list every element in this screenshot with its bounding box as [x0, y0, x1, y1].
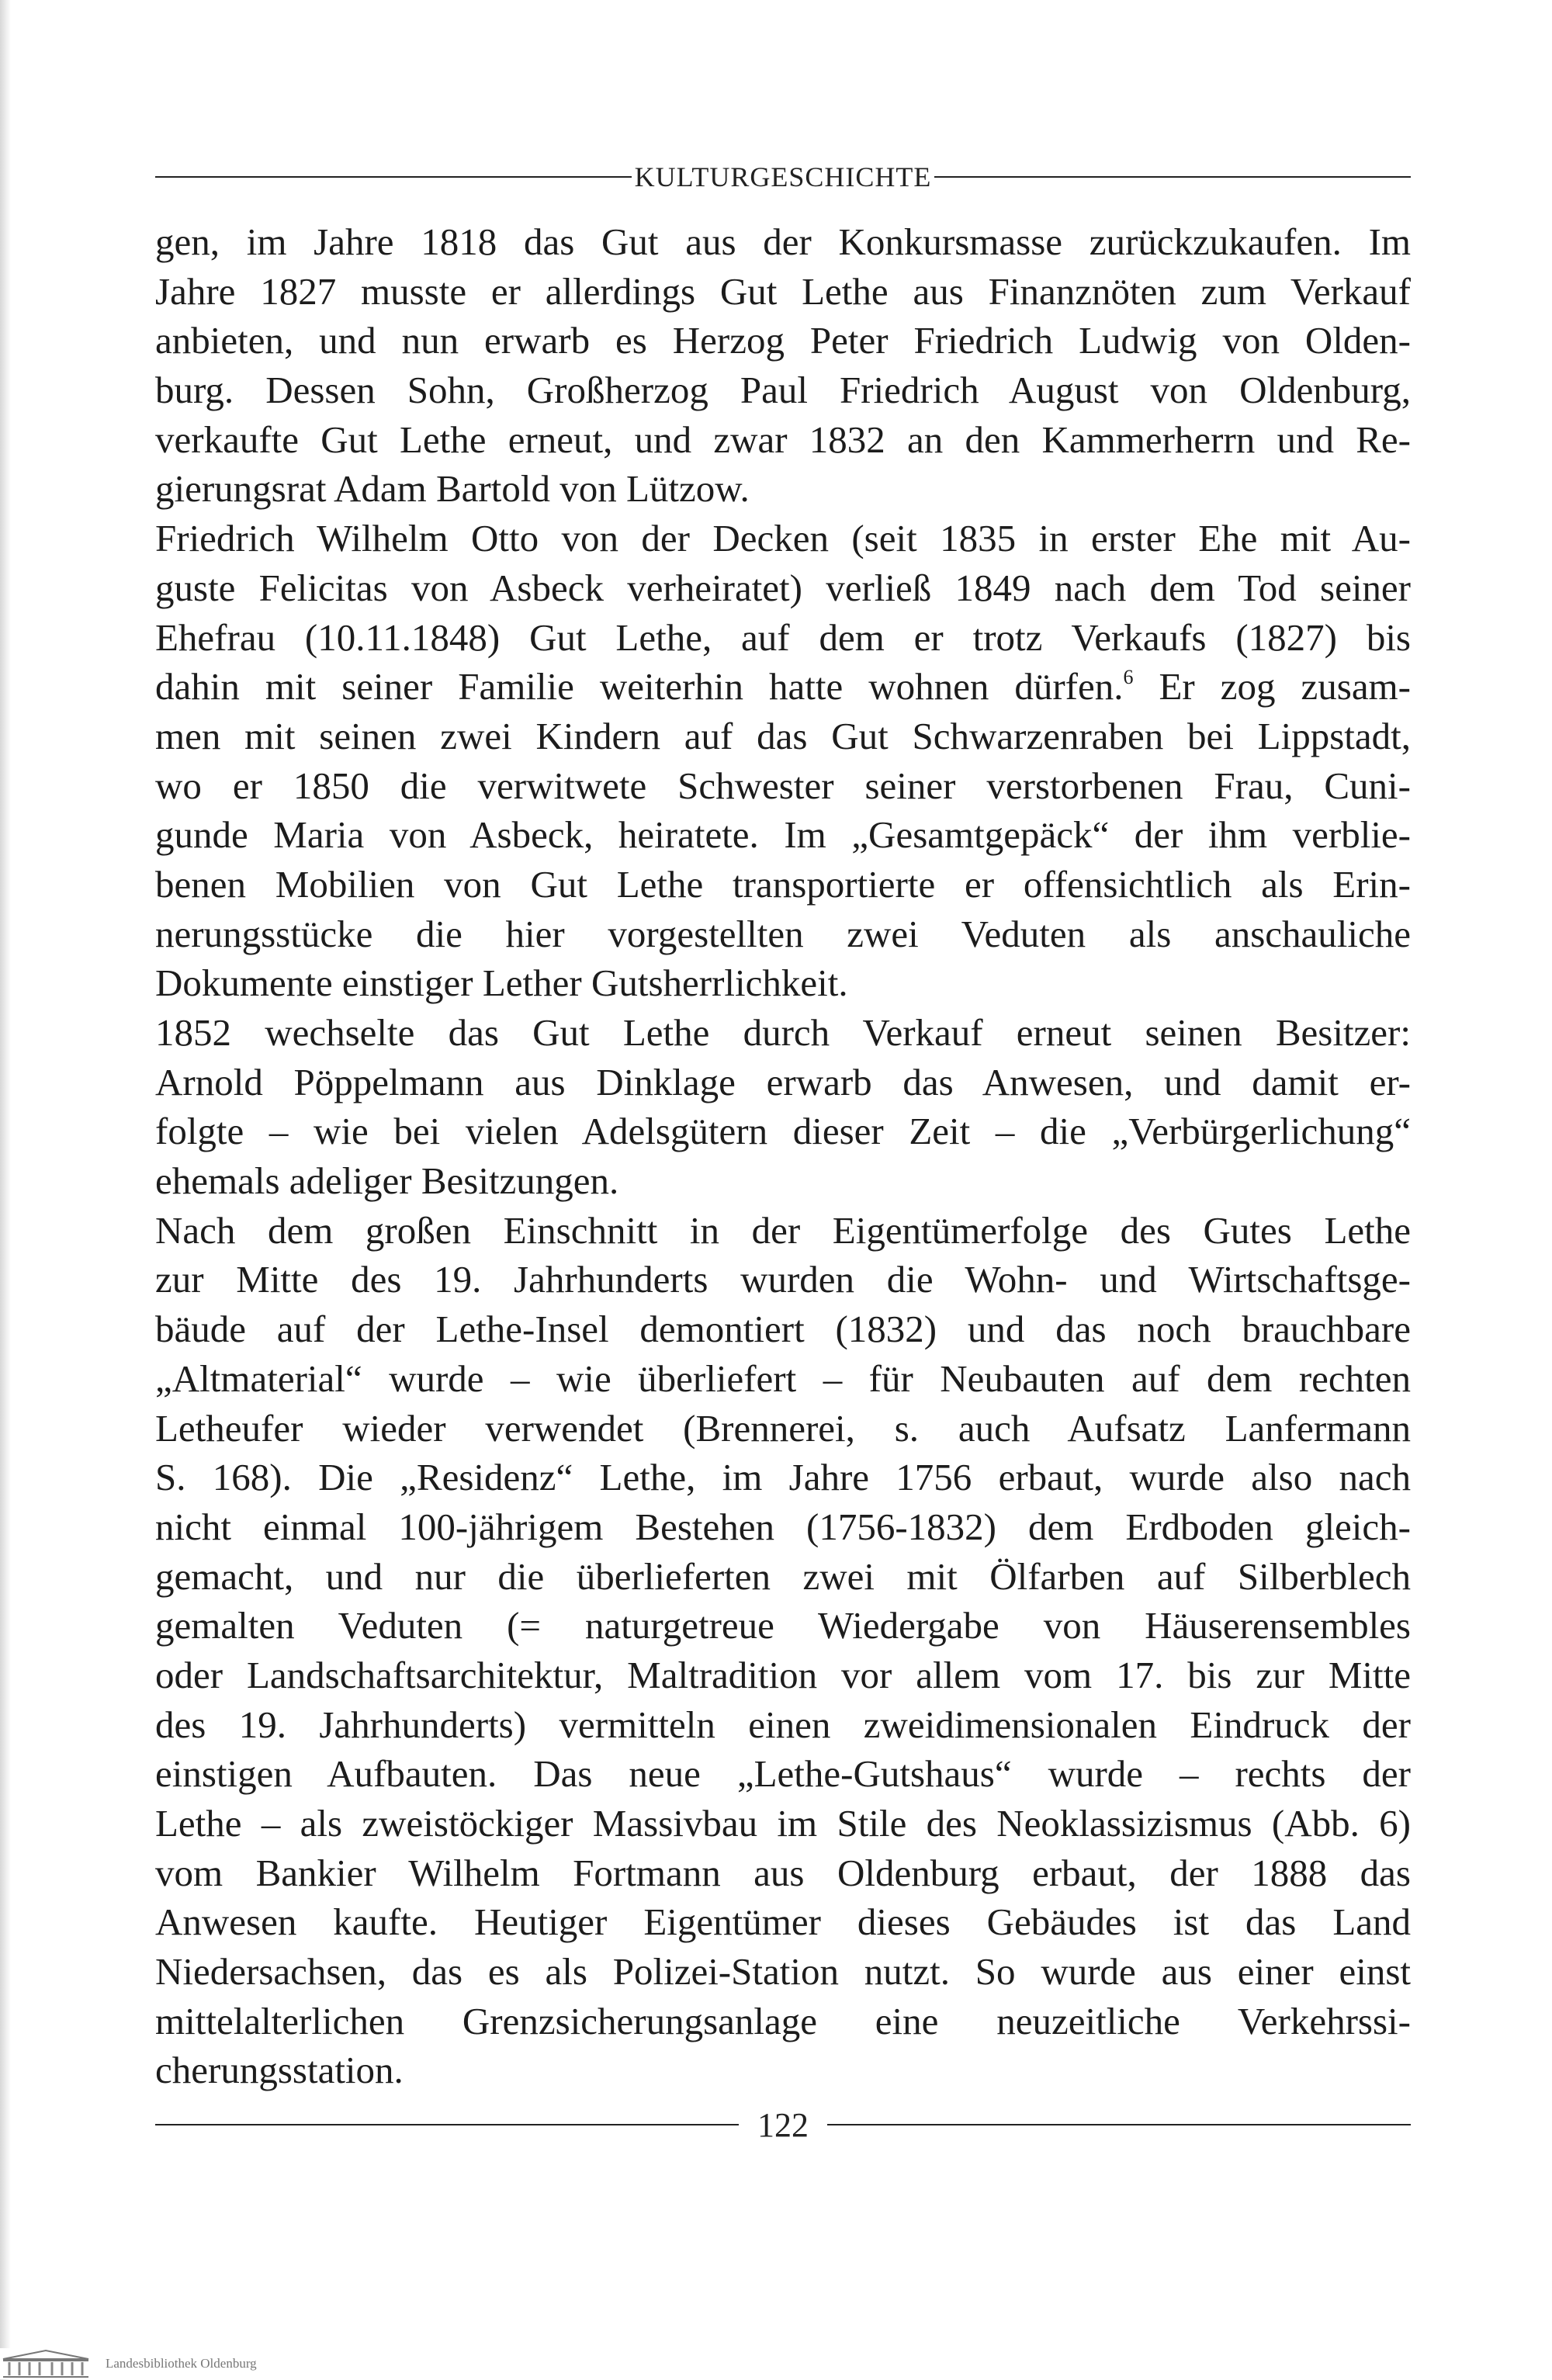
text-line: men mit seinen zwei Kindern auf das Gut Schwarzenraben bei Lippstadt,: [155, 714, 1411, 757]
page-number: 122: [757, 2105, 809, 2144]
running-head-rule-right: [934, 176, 1411, 178]
text-line: cherungsstation.: [155, 2049, 404, 2092]
text-line: Letheufer wieder verwendet (Brennerei, s. auch Aufsatz Lanfermann: [155, 1406, 1411, 1450]
text-line: folgte – wie bei vielen Adelsgütern dieser Zeit – die „Verbürgerlichung“: [155, 1110, 1411, 1153]
library-stamp: [0, 2347, 257, 2380]
text-line: des 19. Jahrhunderts) vermitteln einen zweidimensionalen Eindruck der: [155, 1703, 1411, 1746]
text-line: einstigen Aufbauten. Das neue „Lethe-Gutshaus“ wurde – rechts der: [155, 1752, 1411, 1796]
text-line: gemalten Veduten (= naturgetreue Wiedergabe von Häuserensembles: [155, 1604, 1411, 1647]
body-text: [155, 217, 1411, 2095]
scan-edge-shadow: [0, 0, 11, 2380]
footer-rule-left: [155, 2124, 739, 2125]
text-line: Nach dem großen Einschnitt in der Eigentümerfolge des Gutes Lethe: [155, 1208, 1411, 1252]
text-line: Lethe – als zweistöckiger Massivbau im Stile des Neoklassizismus (Abb. 6): [155, 1802, 1411, 1845]
page-footer: [155, 2100, 1411, 2150]
text-line: anbieten, und nun erwarb es Herzog Peter Friedrich Ludwig von Olden-: [155, 319, 1411, 362]
text-line: wo er 1850 die verwitwete Schwester seiner verstorbenen Frau, Cuni-: [155, 764, 1411, 807]
text-line: ehemals adeliger Besitzungen.: [155, 1159, 619, 1203]
text-line: Friedrich Wilhelm Otto von der Decken (seit 1835 in erster Ehe mit Au-: [155, 517, 1411, 560]
text-line: Ehefrau (10.11.1848) Gut Lethe, auf dem er trotz Verkaufs (1827) bis: [155, 615, 1411, 659]
text-line: mittelalterlichen Grenzsicherungsanlage eine neuzeitliche Verkehrssi-: [155, 1999, 1411, 2042]
text-line: 1852 wechselte das Gut Lethe durch Verkauf erneut seinen Besitzer:: [155, 1011, 1411, 1054]
text-line: Niedersachsen, das es als Polizei-Station nutzt. So wurde aus einer einst: [155, 1950, 1411, 1994]
footnote-marker: 6: [1123, 666, 1134, 689]
text-line: guste Felicitas von Asbeck verheiratet) verließ 1849 nach dem Tod seiner: [155, 566, 1411, 609]
text-line-part: Er zog zusam-: [1133, 665, 1411, 708]
running-head-rule-left: [155, 176, 632, 178]
text-line: nerungsstücke die hier vorgestellten zwei Veduten als anschauliche: [155, 912, 1411, 955]
text-line-with-footnote: [155, 662, 1411, 712]
text-line: gen, im Jahre 1818 das Gut aus der Konkursmasse zurückzukaufen. Im: [155, 220, 1411, 263]
text-line: Jahre 1827 musste er allerdings Gut Lethe aus Finanznöten zum Verkauf: [155, 269, 1411, 313]
running-head-title: KULTURGESCHICHTE: [634, 161, 932, 192]
text-line: bäude auf der Lethe-Insel demontiert (1832) und das noch brauchbare: [155, 1308, 1411, 1351]
text-line: Anwesen kaufte. Heutiger Eigentümer dieses Gebäudes ist das Land: [155, 1900, 1411, 1944]
library-name: Landesbibliothek Oldenburg: [106, 2356, 257, 2371]
text-line: oder Landschaftsarchitektur, Maltradition vor allem vom 17. bis zur Mitte: [155, 1653, 1411, 1696]
library-building-icon: [0, 2348, 92, 2379]
text-line-part: dahin mit seiner Familie weiterhin hatte wohnen dürfen.: [155, 665, 1124, 708]
text-line: zur Mitte des 19. Jahrhunderts wurden die Wohn- und Wirtschaftsge-: [155, 1258, 1411, 1301]
text-line: gunde Maria von Asbeck, heiratete. Im „Gesamtgepäck“ der ihm verblie-: [155, 813, 1411, 857]
text-line: Arnold Pöppelmann aus Dinklage erwarb das Anwesen, und damit er-: [155, 1060, 1411, 1103]
text-line: vom Bankier Wilhelm Fortmann aus Oldenburg erbaut, der 1888 das: [155, 1851, 1411, 1894]
text-line: benen Mobilien von Gut Lethe transportierte er offensichtlich als Erin-: [155, 862, 1411, 906]
text-line: gierungsrat Adam Bartold von Lützow.: [155, 467, 750, 511]
text-line: burg. Dessen Sohn, Großherzog Paul Friedrich August von Oldenburg,: [155, 369, 1411, 412]
footer-rule-right: [827, 2124, 1411, 2125]
text-line: Dokumente einstiger Lether Gutsherrlichkeit.: [155, 961, 848, 1005]
text-line: nicht einmal 100-jährigem Bestehen (1756-1832) dem Erdboden gleich-: [155, 1505, 1411, 1548]
running-head: [155, 155, 1411, 199]
text-line: gemacht, und nur die überlieferten zwei mit Ölfarben auf Silberblech: [155, 1554, 1411, 1598]
text-line: S. 168). Die „Residenz“ Lethe, im Jahre 1756 erbaut, wurde also nach: [155, 1456, 1411, 1499]
text-line: verkaufte Gut Lethe erneut, und zwar 1832 an den Kammerherrn und Re-: [155, 417, 1411, 461]
text-line: „Altmaterial“ wurde – wie überliefert – für Neubauten auf dem rechten: [155, 1356, 1411, 1400]
